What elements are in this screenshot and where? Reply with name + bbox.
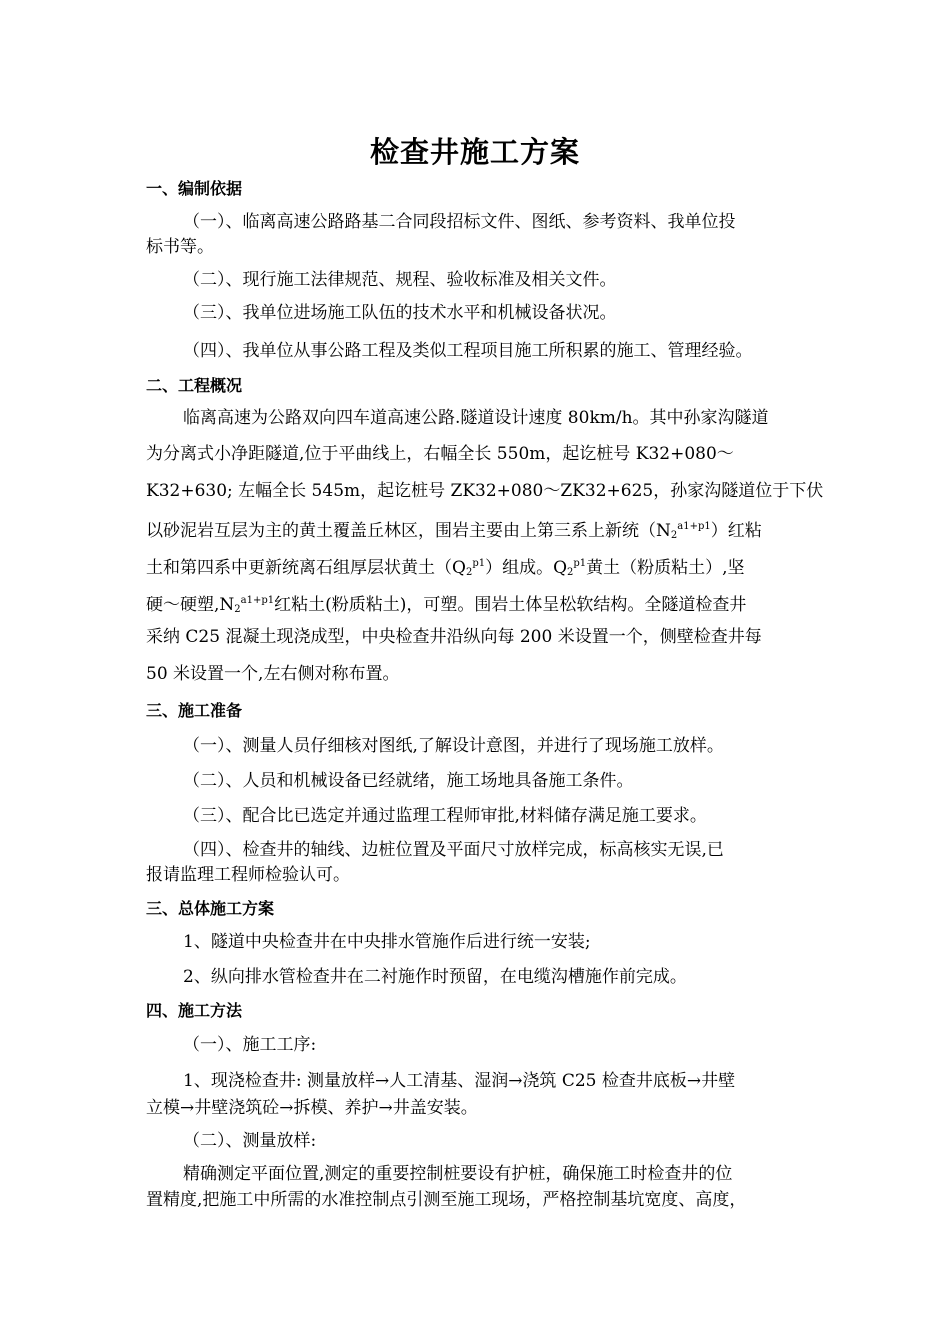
text-run: ）组成。Q — [485, 558, 568, 578]
section-heading-overall-plan: 三、总体施工方案 — [146, 899, 275, 918]
paragraph-line: 临离高速为公路双向四车道高速公路.隧道设计速度 80km/h。其中孙家沟隧道 — [183, 408, 769, 428]
paragraph-line: 50 米设置一个,左右侧对称布置。 — [146, 664, 400, 684]
paragraph-line: （一）、施工工序: — [183, 1035, 317, 1055]
paragraph-line: 1、隧道中央检查井在中央排水管施作后进行统一安装; — [183, 932, 591, 952]
paragraph-line: 采纳 C25 混凝土现浇成型，中央检查井沿纵向每 200 米设置一个，侧壁检查井每 — [146, 627, 762, 647]
paragraph-line: K32+630; 左幅全长 545m，起讫桩号 ZK32+080～ZK32+625，孙家沟隧道位于下伏 — [146, 481, 824, 501]
paragraph-line: 精确测定平面位置,测定的重要控制桩要设有护桩，确保施工时检查井的位 — [183, 1164, 733, 1184]
paragraph-line — [146, 590, 746, 621]
superscript: a1+p1 — [240, 595, 275, 606]
paragraph-line: （二）、人员和机械设备已经就绪，施工场地具备施工条件。 — [183, 771, 634, 791]
paragraph-line: （三）、我单位进场施工队伍的技术水平和机械设备状况。 — [183, 303, 617, 323]
paragraph-line: （二）、现行施工法律规范、规程、验收标准及相关文件。 — [183, 270, 617, 290]
subscript: 2 — [670, 530, 678, 541]
paragraph-line: （一）、临离高速公路路基二合同段招标文件、图纸、参考资料、我单位投 — [183, 212, 736, 232]
page-title: 检查井施工方案 — [369, 135, 580, 169]
section-heading-basis: 一、编制依据 — [146, 179, 243, 198]
superscript: p1 — [573, 558, 587, 569]
paragraph-line — [146, 516, 762, 547]
paragraph-line: 1、现浇检查井: 测量放样→人工清基、湿润→浇筑 C25 检查井底板→井壁 — [183, 1071, 736, 1091]
text-run: 土和第四系中更新统离石组厚层状黄土（Q — [146, 558, 466, 578]
paragraph-line — [146, 553, 745, 584]
paragraph-line: （四）、我单位从事公路工程及类似工程项目施工所积累的施工、管理经验。 — [183, 341, 753, 361]
superscript: a1+p1 — [677, 521, 711, 532]
text-run: 黄土（粉质粘土）,坚 — [586, 558, 745, 578]
paragraph-line: 置精度,把施工中所需的水准控制点引测至施工现场，严格控制基坑宽度、高度， — [146, 1190, 747, 1210]
subscript: 2 — [465, 567, 473, 578]
text-run: 红粘土(粉质粘土)，可塑。围岩土体呈松软结构。全隧道检查井 — [274, 595, 747, 615]
text-run: ）红粘 — [710, 521, 762, 541]
paragraph-line: （二）、测量放样: — [183, 1131, 317, 1151]
text-run: 以砂泥岩互层为主的黄土覆盖丘林区，围岩主要由上第三系上新统（N — [146, 521, 671, 541]
subscript: 2 — [234, 604, 241, 615]
text-run: 硬～硬塑,N — [146, 595, 235, 615]
paragraph-line: 为分离式小净距隧道,位于平曲线上，右幅全长 550m，起讫桩号 K32+080～ — [146, 444, 734, 464]
paragraph-line: 2、纵向排水管检查井在二衬施作时预留，在电缆沟槽施作前完成。 — [183, 967, 687, 987]
paragraph-line: 标书等。 — [146, 237, 214, 257]
section-heading-methods: 四、施工方法 — [146, 1001, 243, 1020]
superscript: p1 — [472, 558, 486, 569]
paragraph-line: （三）、配合比已选定并通过监理工程师审批,材料储存满足施工要求。 — [183, 806, 707, 826]
section-heading-overview: 二、工程概况 — [146, 376, 243, 395]
section-heading-preparation: 三、施工准备 — [146, 701, 243, 720]
paragraph-line: （一）、测量人员仔细核对图纸,了解设计意图，并进行了现场施工放样。 — [183, 736, 724, 756]
paragraph-line: （四）、检查井的轴线、边桩位置及平面尺寸放样完成，标高核实无误,已 — [183, 840, 724, 860]
paragraph-line: 立模→井壁浇筑砼→拆模、养护→井盖安装。 — [146, 1098, 478, 1118]
subscript: 2 — [567, 567, 574, 578]
paragraph-line: 报请监理工程师检验认可。 — [146, 865, 350, 885]
